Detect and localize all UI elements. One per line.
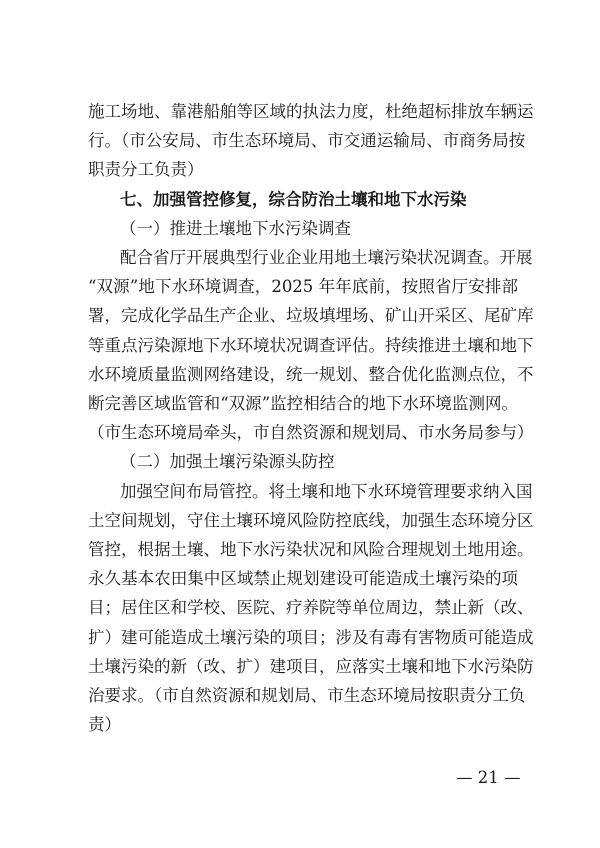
body-text-line: 配合省厅开展典型行业企业用地土壤污染状况调查。开展 bbox=[120, 248, 533, 267]
subsection-heading: （二）加强土壤污染源头防控 bbox=[120, 452, 335, 472]
body-text-line: （市生态环境局牵头，市自然资源和规划局、市水务局参与） bbox=[88, 423, 534, 443]
body-text-line: 行。（市公安局、市生态环境局、市交通运输局、市商务局按 bbox=[88, 131, 526, 151]
body-text-line: 永久基本农田集中区域禁止规划建设可能造成土壤污染的项 bbox=[88, 569, 518, 589]
body-text-line: 职责分工负责） bbox=[88, 160, 204, 180]
body-text-line: 土壤污染的新（改、扩）建项目，应落实土壤和地下水污染防 bbox=[88, 656, 534, 676]
body-text-line: 责） bbox=[88, 715, 121, 735]
page-number: — 21 — bbox=[456, 768, 521, 787]
body-text-line: 断完善区域监管和“双源”监控相结合的地下水环境监测网。 bbox=[88, 394, 518, 413]
section-heading: 七、加强管控修复，综合防治土壤和地下水污染 bbox=[120, 189, 467, 209]
body-text-line: 署，完成化学品生产企业、垃圾填埋场、矿山开采区、尾矿库 bbox=[88, 306, 534, 326]
body-text-line: “双源”地下水环境调查，2025 年年底前，按照省厅安排部 bbox=[88, 277, 518, 297]
body-text-line: 等重点污染源地下水环境状况调查评估。持续推进土壤和地下 bbox=[88, 335, 534, 355]
body-text-line: 治要求。（市自然资源和规划局、市生态环境局按职责分工负 bbox=[88, 686, 526, 705]
body-text-line: 管控，根据土壤、地下水污染状况和风险合理规划土地用途。 bbox=[88, 540, 534, 559]
body-text-line: 土空间规划，守住土壤环境风险防控底线，加强生态环境分区 bbox=[88, 510, 534, 530]
body-text-line: 扩）建可能造成土壤污染的项目；涉及有毒有害物质可能造成 bbox=[88, 627, 534, 647]
subsection-heading: （一）推进土壤地下水污染调查 bbox=[120, 218, 351, 238]
body-text-line: 目；居住区和学校、医院、疗养院等单位周边，禁止新（改、 bbox=[88, 598, 534, 618]
body-text-line: 加强空间布局管控。将土壤和地下水环境管理要求纳入国 bbox=[120, 481, 533, 501]
body-text-line: 施工场地、靠港船舶等区域的执法力度，杜绝超标排放车辆运 bbox=[88, 102, 534, 121]
body-text-line: 水环境质量监测网络建设，统一规划、整合优化监测点位，不 bbox=[88, 364, 534, 384]
